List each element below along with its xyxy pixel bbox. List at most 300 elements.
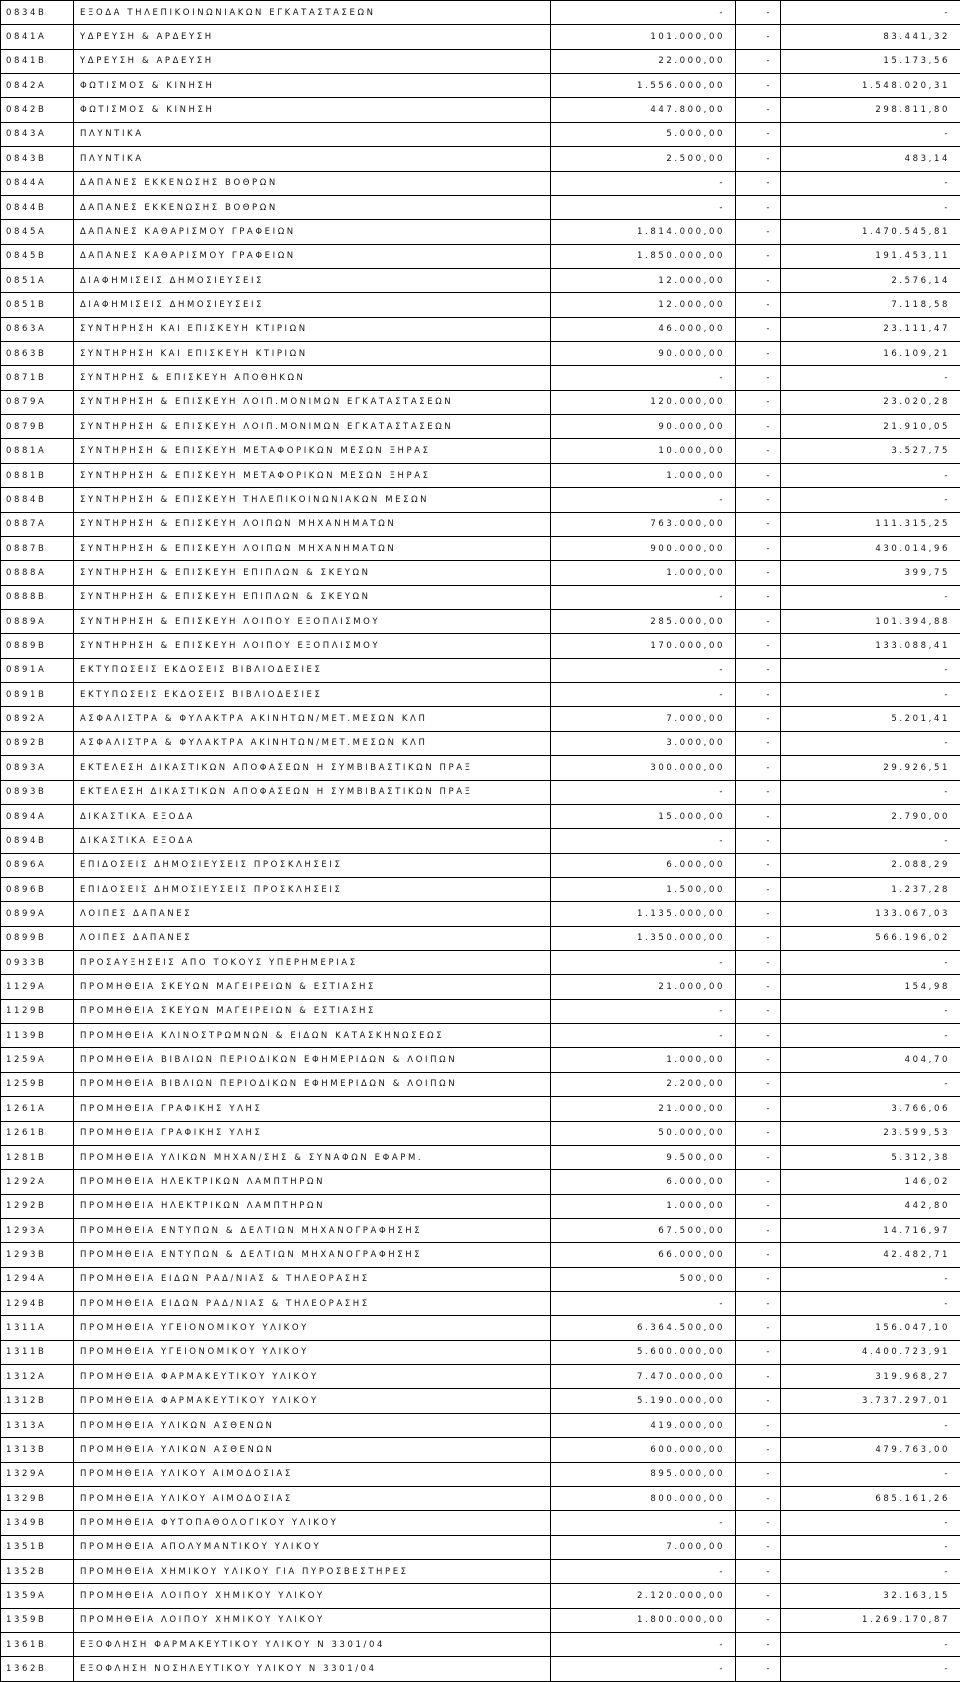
account-description-cell: ΕΠΙΔΟΣΕΙΣ ΔΗΜΟΣΙΕΥΣΕΙΣ ΠΡΟΣΚΛΗΣΕΙΣ <box>74 877 551 901</box>
table-row <box>1 1633 960 1657</box>
middle-value-cell: - <box>736 244 781 268</box>
middle-value-cell: - <box>736 512 781 536</box>
account-description-cell: ΠΡΟΜΗΘΕΙΑ ΚΛΙΝΟΣΤΡΩΜΝΩΝ & ΕΙΔΩΝ ΚΑΤΑΣΚΗΝΩΣΕΩΣ <box>74 1024 551 1048</box>
account-code-cell: 1329B <box>1 1486 74 1510</box>
middle-value-cell: - <box>736 829 781 853</box>
account-description-cell: ΠΡΟΜΗΘΕΙΑ ΧΗΜΙΚΟΥ ΥΛΙΚΟΥ ΓΙΑ ΠΥΡΟΣΒΕΣΤΗΡΕΣ <box>74 1560 551 1584</box>
table-row <box>1 512 960 536</box>
table-row <box>1 244 960 268</box>
table-row <box>1 1218 960 1242</box>
account-code-cell: 0884B <box>1 488 74 512</box>
spent-amount-cell: - <box>781 1413 960 1437</box>
budget-amount-cell: 895.000,00 <box>551 1462 736 1486</box>
account-code-cell: 0841B <box>1 49 74 73</box>
account-code-cell: 1294B <box>1 1292 74 1316</box>
account-code-cell: 1311B <box>1 1340 74 1364</box>
budget-amount-cell: 285.000,00 <box>551 609 736 633</box>
account-description-cell: ΠΡΟΜΗΘΕΙΑ ΒΙΒΛΙΩΝ ΠΕΡΙΟΔΙΚΩΝ ΕΦΗΜΕΡΙΔΩΝ & ΛΟΙΠΩΝ <box>74 1048 551 1072</box>
account-code-cell: 0841A <box>1 25 74 49</box>
account-description-cell: ΣΥΝΤΗΡΗΣΗ ΚΑΙ ΕΠΙΣΚΕΥΗ ΚΤΙΡΙΩΝ <box>74 342 551 366</box>
table-row <box>1 634 960 658</box>
table-row <box>1 439 960 463</box>
account-code-cell: 0891A <box>1 658 74 682</box>
middle-value-cell: - <box>736 756 781 780</box>
account-code-cell: 1129B <box>1 999 74 1023</box>
middle-value-cell: - <box>736 1218 781 1242</box>
middle-value-cell: - <box>736 25 781 49</box>
table-row <box>1 853 960 877</box>
budget-amount-cell: 12.000,00 <box>551 293 736 317</box>
account-code-cell: 0843B <box>1 147 74 171</box>
middle-value-cell: - <box>736 951 781 975</box>
budget-amount-cell: 3.000,00 <box>551 731 736 755</box>
table-row <box>1 147 960 171</box>
account-description-cell: ΠΛΥΝΤΙΚΑ <box>74 122 551 146</box>
middle-value-cell: - <box>736 975 781 999</box>
budget-amount-cell: 170.000,00 <box>551 634 736 658</box>
account-code-cell: 0894B <box>1 829 74 853</box>
middle-value-cell: - <box>736 49 781 73</box>
account-description-cell: ΠΡΟΜΗΘΕΙΑ ΕΝΤΥΠΩΝ & ΔΕΛΤΙΩΝ ΜΗΧΑΝΟΓΡΑΦΗΣΗΣ <box>74 1218 551 1242</box>
spent-amount-cell: - <box>781 1657 960 1682</box>
account-description-cell: ΕΚΤΕΛΕΣΗ ΔΙΚΑΣΤΙΚΩΝ ΑΠΟΦΑΣΕΩΝ Η ΣΥΜΒΙΒΑΣΤΙΚΩΝ ΠΡΑΞ <box>74 780 551 804</box>
table-row <box>1 317 960 341</box>
middle-value-cell: - <box>736 390 781 414</box>
middle-value-cell: - <box>736 853 781 877</box>
account-description-cell: ΣΥΝΤΗΡΗΣΗ & ΕΠΙΣΚΕΥΗ ΛΟΙΠΩΝ ΜΗΧΑΝΗΜΑΤΩΝ <box>74 536 551 560</box>
account-description-cell: ΣΥΝΤΗΡΗΣΗ & ΕΠΙΣΚΕΥΗ ΛΟΙΠΟΥ ΕΞΟΠΛΙΣΜΟΥ <box>74 609 551 633</box>
account-description-cell: ΠΡΟΜΗΘΕΙΑ ΥΛΙΚΟΥ ΑΙΜΟΔΟΣΙΑΣ <box>74 1462 551 1486</box>
middle-value-cell: - <box>736 804 781 828</box>
budget-amount-cell: 90.000,00 <box>551 415 736 439</box>
table-row <box>1 268 960 292</box>
budget-amount-cell: 46.000,00 <box>551 317 736 341</box>
table-row <box>1 1389 960 1413</box>
budget-amount-cell: 6.364.500,00 <box>551 1316 736 1340</box>
table-row <box>1 25 960 49</box>
middle-value-cell: - <box>736 1243 781 1267</box>
spent-amount-cell: 83.441,32 <box>781 25 960 49</box>
middle-value-cell: - <box>736 317 781 341</box>
budget-amount-cell: 7.000,00 <box>551 1535 736 1559</box>
middle-value-cell: - <box>736 1194 781 1218</box>
spent-amount-cell: - <box>781 1633 960 1657</box>
middle-value-cell: - <box>736 220 781 244</box>
account-description-cell: ΕΚΤΕΛΕΣΗ ΔΙΚΑΣΤΙΚΩΝ ΑΠΟΦΑΣΕΩΝ Η ΣΥΜΒΙΒΑΣΤΙΚΩΝ ΠΡΑΞ <box>74 756 551 780</box>
account-code-cell: 0845A <box>1 220 74 244</box>
account-code-cell: 1294A <box>1 1267 74 1291</box>
spent-amount-cell: - <box>781 122 960 146</box>
table-row <box>1 536 960 560</box>
account-code-cell: 0879B <box>1 415 74 439</box>
spent-amount-cell: 483,14 <box>781 147 960 171</box>
account-description-cell: ΔΙΑΦΗΜΙΣΕΙΣ ΔΗΜΟΣΙΕΥΣΕΙΣ <box>74 268 551 292</box>
account-description-cell: ΣΥΝΤΗΡΗΣΗ & ΕΠΙΣΚΕΥΗ ΕΠΙΠΛΩΝ & ΣΚΕΥΩΝ <box>74 561 551 585</box>
account-code-cell: 0887B <box>1 536 74 560</box>
middle-value-cell: - <box>736 707 781 731</box>
spent-amount-cell: 154,98 <box>781 975 960 999</box>
account-code-cell: 0892B <box>1 731 74 755</box>
account-description-cell: ΠΡΟΜΗΘΕΙΑ ΓΡΑΦΙΚΗΣ ΥΛΗΣ <box>74 1121 551 1145</box>
table-row <box>1 1657 960 1682</box>
middle-value-cell: - <box>736 1170 781 1194</box>
budget-amount-cell: 7.470.000,00 <box>551 1365 736 1389</box>
account-code-cell: 0842B <box>1 98 74 122</box>
table-row <box>1 1072 960 1096</box>
account-code-cell: 0863A <box>1 317 74 341</box>
middle-value-cell: - <box>736 585 781 609</box>
spent-amount-cell: - <box>781 585 960 609</box>
account-description-cell: ΕΚΤΥΠΩΣΕΙΣ ΕΚΔΟΣΕΙΣ ΒΙΒΛΙΟΔΕΣΙΕΣ <box>74 658 551 682</box>
budget-amount-cell: - <box>551 658 736 682</box>
account-description-cell: ΠΡΟΜΗΘΕΙΑ ΦΥΤΟΠΑΘΟΛΟΓΙΚΟΥ ΥΛΙΚΟΥ <box>74 1511 551 1535</box>
account-description-cell: ΣΥΝΤΗΡΗΣΗ & ΕΠΙΣΚΕΥΗ ΛΟΙΠΟΥ ΕΞΟΠΛΙΣΜΟΥ <box>74 634 551 658</box>
account-code-cell: 0893B <box>1 780 74 804</box>
middle-value-cell: - <box>736 1584 781 1608</box>
account-description-cell: ΠΡΟΜΗΘΕΙΑ ΗΛΕΚΤΡΙΚΩΝ ΛΑΜΠΤΗΡΩΝ <box>74 1170 551 1194</box>
account-description-cell: ΕΠΙΔΟΣΕΙΣ ΔΗΜΟΣΙΕΥΣΕΙΣ ΠΡΟΣΚΛΗΣΕΙΣ <box>74 853 551 877</box>
budget-amount-cell: 2.200,00 <box>551 1072 736 1096</box>
table-row <box>1 1584 960 1608</box>
account-description-cell: ΣΥΝΤΗΡΗΣ & ΕΠΙΣΚΕΥΗ ΑΠΟΘΗΚΩΝ <box>74 366 551 390</box>
spent-amount-cell: 111.315,25 <box>781 512 960 536</box>
middle-value-cell: - <box>736 780 781 804</box>
table-row <box>1 707 960 731</box>
middle-value-cell: - <box>736 634 781 658</box>
middle-value-cell: - <box>736 1 781 25</box>
table-row <box>1 1462 960 1486</box>
account-description-cell: ΕΞΟΦΛΗΣΗ ΦΑΡΜΑΚΕΥΤΙΚΟΥ ΥΛΙΚΟΥ Ν 3301/04 <box>74 1633 551 1657</box>
account-code-cell: 0894A <box>1 804 74 828</box>
spent-amount-cell: 685.161,26 <box>781 1486 960 1510</box>
middle-value-cell: - <box>736 74 781 98</box>
budget-amount-cell: 21.000,00 <box>551 1097 736 1121</box>
budget-amount-cell: - <box>551 1657 736 1682</box>
table-row <box>1 926 960 950</box>
account-code-cell: 1261A <box>1 1097 74 1121</box>
budget-amount-cell: 15.000,00 <box>551 804 736 828</box>
budget-amount-cell: - <box>551 1511 736 1535</box>
table-row <box>1 902 960 926</box>
budget-amount-cell: 419.000,00 <box>551 1413 736 1437</box>
budget-amount-cell: - <box>551 780 736 804</box>
middle-value-cell: - <box>736 683 781 707</box>
account-description-cell: ΕΚΤΥΠΩΣΕΙΣ ΕΚΔΟΣΕΙΣ ΒΙΒΛΙΟΔΕΣΙΕΣ <box>74 683 551 707</box>
account-code-cell: 0871B <box>1 366 74 390</box>
account-description-cell: ΠΡΟΜΗΘΕΙΑ ΑΠΟΛΥΜΑΝΤΙΚΟΥ ΥΛΙΚΟΥ <box>74 1535 551 1559</box>
spent-amount-cell: - <box>781 829 960 853</box>
middle-value-cell: - <box>736 415 781 439</box>
account-description-cell: ΥΔΡΕΥΣΗ & ΑΡΔΕΥΣΗ <box>74 49 551 73</box>
spent-amount-cell: 430.014,96 <box>781 536 960 560</box>
spent-amount-cell: - <box>781 658 960 682</box>
budget-amount-cell: 1.800.000,00 <box>551 1608 736 1632</box>
account-code-cell: 1259A <box>1 1048 74 1072</box>
account-code-cell: 1311A <box>1 1316 74 1340</box>
account-description-cell: ΠΡΟΜΗΘΕΙΑ ΛΟΙΠΟΥ ΧΗΜΙΚΟΥ ΥΛΙΚΟΥ <box>74 1608 551 1632</box>
spent-amount-cell: - <box>781 1292 960 1316</box>
budget-amount-cell: 1.000,00 <box>551 1194 736 1218</box>
spent-amount-cell: - <box>781 683 960 707</box>
table-row <box>1 1560 960 1584</box>
spent-amount-cell: - <box>781 1072 960 1096</box>
middle-value-cell: - <box>736 293 781 317</box>
spent-amount-cell: 7.118,58 <box>781 293 960 317</box>
middle-value-cell: - <box>736 98 781 122</box>
table-row <box>1 1170 960 1194</box>
table-row <box>1 585 960 609</box>
budget-amount-cell: - <box>551 195 736 219</box>
account-code-cell: 0851B <box>1 293 74 317</box>
spent-amount-cell: 2.576,14 <box>781 268 960 292</box>
spent-amount-cell: 23.020,28 <box>781 390 960 414</box>
account-description-cell: ΦΩΤΙΣΜΟΣ & ΚΙΝΗΣΗ <box>74 98 551 122</box>
account-code-cell: 1329A <box>1 1462 74 1486</box>
account-description-cell: ΔΙΑΦΗΜΙΣΕΙΣ ΔΗΜΟΣΙΕΥΣΕΙΣ <box>74 293 551 317</box>
middle-value-cell: - <box>736 731 781 755</box>
spent-amount-cell: 32.163,15 <box>781 1584 960 1608</box>
table-row <box>1 366 960 390</box>
table-row <box>1 1243 960 1267</box>
budget-amount-cell: 10.000,00 <box>551 439 736 463</box>
table-row <box>1 415 960 439</box>
table-row <box>1 780 960 804</box>
middle-value-cell: - <box>736 1365 781 1389</box>
spent-amount-cell: 442,80 <box>781 1194 960 1218</box>
table-body <box>1 1 960 1682</box>
middle-value-cell: - <box>736 1097 781 1121</box>
spent-amount-cell: - <box>781 731 960 755</box>
budget-amount-cell: - <box>551 488 736 512</box>
account-description-cell: ΣΥΝΤΗΡΗΣΗ & ΕΠΙΣΚΕΥΗ ΛΟΙΠΩΝ ΜΗΧΑΝΗΜΑΤΩΝ <box>74 512 551 536</box>
account-code-cell: 1312A <box>1 1365 74 1389</box>
spent-amount-cell: - <box>781 195 960 219</box>
spent-amount-cell: - <box>781 366 960 390</box>
middle-value-cell: - <box>736 1633 781 1657</box>
budget-amount-cell: 9.500,00 <box>551 1145 736 1169</box>
account-code-cell: 0899A <box>1 902 74 926</box>
account-description-cell: ΑΣΦΑΛΙΣΤΡΑ & ΦΥΛΑΚΤΡΑ ΑΚΙΝΗΤΩΝ/ΜΕΤ.ΜΕΣΩΝ ΚΛΠ <box>74 707 551 731</box>
account-description-cell: ΣΥΝΤΗΡΗΣΗ ΚΑΙ ΕΠΙΣΚΕΥΗ ΚΤΙΡΙΩΝ <box>74 317 551 341</box>
budget-amount-cell: 2.500,00 <box>551 147 736 171</box>
middle-value-cell: - <box>736 561 781 585</box>
middle-value-cell: - <box>736 195 781 219</box>
budget-amount-cell: - <box>551 683 736 707</box>
budget-amount-cell: 1.556.000,00 <box>551 74 736 98</box>
account-description-cell: ΠΡΟΜΗΘΕΙΑ ΥΛΙΚΩΝ ΜΗΧΑΝ/ΣΗΣ & ΣΥΝΑΦΩΝ ΕΦΑΡΜ. <box>74 1145 551 1169</box>
middle-value-cell: - <box>736 1340 781 1364</box>
middle-value-cell: - <box>736 171 781 195</box>
account-code-cell: 1259B <box>1 1072 74 1096</box>
account-description-cell: ΠΡΟΜΗΘΕΙΑ ΕΙΔΩΝ ΡΑΔ/ΝΙΑΣ & ΤΗΛΕΟΡΑΣΗΣ <box>74 1292 551 1316</box>
account-code-cell: 1129A <box>1 975 74 999</box>
middle-value-cell: - <box>736 658 781 682</box>
account-code-cell: 1313A <box>1 1413 74 1437</box>
budget-amount-cell: 5.000,00 <box>551 122 736 146</box>
table-row <box>1 1194 960 1218</box>
table-row <box>1 1365 960 1389</box>
spent-amount-cell: 23.599,53 <box>781 1121 960 1145</box>
spent-amount-cell: - <box>781 1024 960 1048</box>
budget-amount-cell: 1.500,00 <box>551 877 736 901</box>
spent-amount-cell: 404,70 <box>781 1048 960 1072</box>
account-code-cell: 1312B <box>1 1389 74 1413</box>
middle-value-cell: - <box>736 1072 781 1096</box>
middle-value-cell: - <box>736 463 781 487</box>
account-description-cell: ΠΡΟΜΗΘΕΙΑ ΣΚΕΥΩΝ ΜΑΓΕΙΡΕΙΩΝ & ΕΣΤΙΑΣΗΣ <box>74 975 551 999</box>
table-row <box>1 1438 960 1462</box>
account-description-cell: ΠΡΟΜΗΘΕΙΑ ΥΛΙΚΩΝ ΑΣΘΕΝΩΝ <box>74 1438 551 1462</box>
account-description-cell: ΠΡΟΣΑΥΞΗΣΕΙΣ ΑΠΟ ΤΟΚΟΥΣ ΥΠΕΡΗΜΕΡΙΑΣ <box>74 951 551 975</box>
account-description-cell: ΠΡΟΜΗΘΕΙΑ ΥΓΕΙΟΝΟΜΙΚΟΥ ΥΛΙΚΟΥ <box>74 1316 551 1340</box>
spent-amount-cell: - <box>781 1511 960 1535</box>
spent-amount-cell: 319.968,27 <box>781 1365 960 1389</box>
account-description-cell: ΕΞΟΦΛΗΣΗ ΝΟΣΗΛΕΥΤΙΚΟΥ ΥΛΙΚΟΥ Ν 3301/04 <box>74 1657 551 1682</box>
middle-value-cell: - <box>736 1486 781 1510</box>
account-description-cell: ΠΡΟΜΗΘΕΙΑ ΣΚΕΥΩΝ ΜΑΓΕΙΡΕΙΩΝ & ΕΣΤΙΑΣΗΣ <box>74 999 551 1023</box>
middle-value-cell: - <box>736 1511 781 1535</box>
table-row <box>1 122 960 146</box>
table-row <box>1 1486 960 1510</box>
budget-amount-cell: - <box>551 1 736 25</box>
table-row <box>1 195 960 219</box>
account-description-cell: ΠΛΥΝΤΙΚΑ <box>74 147 551 171</box>
spent-amount-cell: 3.766,06 <box>781 1097 960 1121</box>
budget-amount-cell: 2.120.000,00 <box>551 1584 736 1608</box>
spent-amount-cell: 399,75 <box>781 561 960 585</box>
account-description-cell: ΠΡΟΜΗΘΕΙΑ ΥΛΙΚΟΥ ΑΙΜΟΔΟΣΙΑΣ <box>74 1486 551 1510</box>
table-row <box>1 1048 960 1072</box>
account-description-cell: ΣΥΝΤΗΡΗΣΗ & ΕΠΙΣΚΕΥΗ ΛΟΙΠ.ΜΟΝΙΜΩΝ ΕΓΚΑΤΑΣΤΑΣΕΩΝ <box>74 415 551 439</box>
table-row <box>1 877 960 901</box>
budget-amount-cell: 1.814.000,00 <box>551 220 736 244</box>
spent-amount-cell: 1.237,28 <box>781 877 960 901</box>
table-row <box>1 1413 960 1437</box>
account-description-cell: ΠΡΟΜΗΘΕΙΑ ΦΑΡΜΑΚΕΥΤΙΚΟΥ ΥΛΙΚΟΥ <box>74 1389 551 1413</box>
spent-amount-cell: - <box>781 463 960 487</box>
table-row <box>1 1511 960 1535</box>
spent-amount-cell: 191.453,11 <box>781 244 960 268</box>
account-code-cell: 0888A <box>1 561 74 585</box>
spent-amount-cell: 156.047,10 <box>781 1316 960 1340</box>
account-description-cell: ΠΡΟΜΗΘΕΙΑ ΥΛΙΚΩΝ ΑΣΘΕΝΩΝ <box>74 1413 551 1437</box>
middle-value-cell: - <box>736 609 781 633</box>
account-code-cell: 0896B <box>1 877 74 901</box>
account-code-cell: 1292A <box>1 1170 74 1194</box>
account-description-cell: ΔΑΠΑΝΕΣ ΚΑΘΑΡΙΣΜΟΥ ΓΡΑΦΕΙΩΝ <box>74 220 551 244</box>
table-row <box>1 999 960 1023</box>
account-code-cell: 0843A <box>1 122 74 146</box>
account-description-cell: ΔΙΚΑΣΤΙΚΑ ΕΞΟΔΑ <box>74 804 551 828</box>
account-description-cell: ΠΡΟΜΗΘΕΙΑ ΓΡΑΦΙΚΗΣ ΥΛΗΣ <box>74 1097 551 1121</box>
middle-value-cell: - <box>736 268 781 292</box>
spent-amount-cell: 4.400.723,91 <box>781 1340 960 1364</box>
budget-amount-cell: 447.800,00 <box>551 98 736 122</box>
account-description-cell: ΔΑΠΑΝΕΣ ΕΚΚΕΝΩΣΗΣ ΒΟΘΡΩΝ <box>74 171 551 195</box>
middle-value-cell: - <box>736 1316 781 1340</box>
table-row <box>1 220 960 244</box>
account-code-cell: 1359B <box>1 1608 74 1632</box>
table-row <box>1 488 960 512</box>
account-description-cell: ΛΟΙΠΕΣ ΔΑΠΑΝΕΣ <box>74 926 551 950</box>
middle-value-cell: - <box>736 1121 781 1145</box>
table-row <box>1 975 960 999</box>
budget-amount-cell: - <box>551 171 736 195</box>
budget-amount-cell: 66.000,00 <box>551 1243 736 1267</box>
table-row <box>1 390 960 414</box>
account-code-cell: 1139B <box>1 1024 74 1048</box>
table-row <box>1 804 960 828</box>
budget-amount-cell: 800.000,00 <box>551 1486 736 1510</box>
table-row <box>1 829 960 853</box>
account-description-cell: ΣΥΝΤΗΡΗΣΗ & ΕΠΙΣΚΕΥΗ ΜΕΤΑΦΟΡΙΚΩΝ ΜΕΣΩΝ ΞΗΡΑΣ <box>74 439 551 463</box>
budget-amount-cell: 900.000,00 <box>551 536 736 560</box>
middle-value-cell: - <box>736 1389 781 1413</box>
account-code-cell: 0845B <box>1 244 74 268</box>
account-description-cell: ΠΡΟΜΗΘΕΙΑ ΦΑΡΜΑΚΕΥΤΙΚΟΥ ΥΛΙΚΟΥ <box>74 1365 551 1389</box>
budget-amount-cell: - <box>551 951 736 975</box>
account-code-cell: 0844B <box>1 195 74 219</box>
account-code-cell: 1362B <box>1 1657 74 1682</box>
spent-amount-cell: 1.548.020,31 <box>781 74 960 98</box>
middle-value-cell: - <box>736 877 781 901</box>
table-row <box>1 293 960 317</box>
middle-value-cell: - <box>736 488 781 512</box>
spent-amount-cell: 15.173,56 <box>781 49 960 73</box>
table-row <box>1 658 960 682</box>
middle-value-cell: - <box>736 1024 781 1048</box>
account-code-cell: 1352B <box>1 1560 74 1584</box>
account-description-cell: ΠΡΟΜΗΘΕΙΑ ΗΛΕΚΤΡΙΚΩΝ ΛΑΜΠΤΗΡΩΝ <box>74 1194 551 1218</box>
account-description-cell: ΔΑΠΑΝΕΣ ΚΑΘΑΡΙΣΜΟΥ ΓΡΑΦΕΙΩΝ <box>74 244 551 268</box>
budget-amount-cell: 1.350.000,00 <box>551 926 736 950</box>
account-code-cell: 1351B <box>1 1535 74 1559</box>
account-description-cell: ΠΡΟΜΗΘΕΙΑ ΕΙΔΩΝ ΡΑΔ/ΝΙΑΣ & ΤΗΛΕΟΡΑΣΗΣ <box>74 1267 551 1291</box>
account-description-cell: ΥΔΡΕΥΣΗ & ΑΡΔΕΥΣΗ <box>74 25 551 49</box>
budget-amount-cell: 300.000,00 <box>551 756 736 780</box>
account-code-cell: 1313B <box>1 1438 74 1462</box>
spent-amount-cell: 29.926,51 <box>781 756 960 780</box>
budget-amount-cell: 12.000,00 <box>551 268 736 292</box>
spent-amount-cell: - <box>781 1462 960 1486</box>
middle-value-cell: - <box>736 536 781 560</box>
middle-value-cell: - <box>736 1145 781 1169</box>
budget-amount-cell: 5.600.000,00 <box>551 1340 736 1364</box>
budget-amount-cell: - <box>551 1560 736 1584</box>
account-description-cell: ΣΥΝΤΗΡΗΣΗ & ΕΠΙΣΚΕΥΗ ΜΕΤΑΦΟΡΙΚΩΝ ΜΕΣΩΝ ΞΗΡΑΣ <box>74 463 551 487</box>
account-code-cell: 0881B <box>1 463 74 487</box>
budget-amount-cell: 600.000,00 <box>551 1438 736 1462</box>
account-code-cell: 0887A <box>1 512 74 536</box>
budget-amount-cell: - <box>551 585 736 609</box>
table-row <box>1 463 960 487</box>
account-code-cell: 0834B <box>1 1 74 25</box>
spent-amount-cell: 5.201,41 <box>781 707 960 731</box>
middle-value-cell: - <box>736 1048 781 1072</box>
budget-amount-cell: 5.190.000,00 <box>551 1389 736 1413</box>
spent-amount-cell: 566.196,02 <box>781 926 960 950</box>
account-code-cell: 0863B <box>1 342 74 366</box>
budget-amount-cell: 1.850.000,00 <box>551 244 736 268</box>
account-code-cell: 0889B <box>1 634 74 658</box>
account-code-cell: 0892A <box>1 707 74 731</box>
spent-amount-cell: 133.067,03 <box>781 902 960 926</box>
account-code-cell: 0879A <box>1 390 74 414</box>
table-row <box>1 1097 960 1121</box>
budget-amount-cell: - <box>551 1292 736 1316</box>
table-row <box>1 98 960 122</box>
account-code-cell: 0888B <box>1 585 74 609</box>
